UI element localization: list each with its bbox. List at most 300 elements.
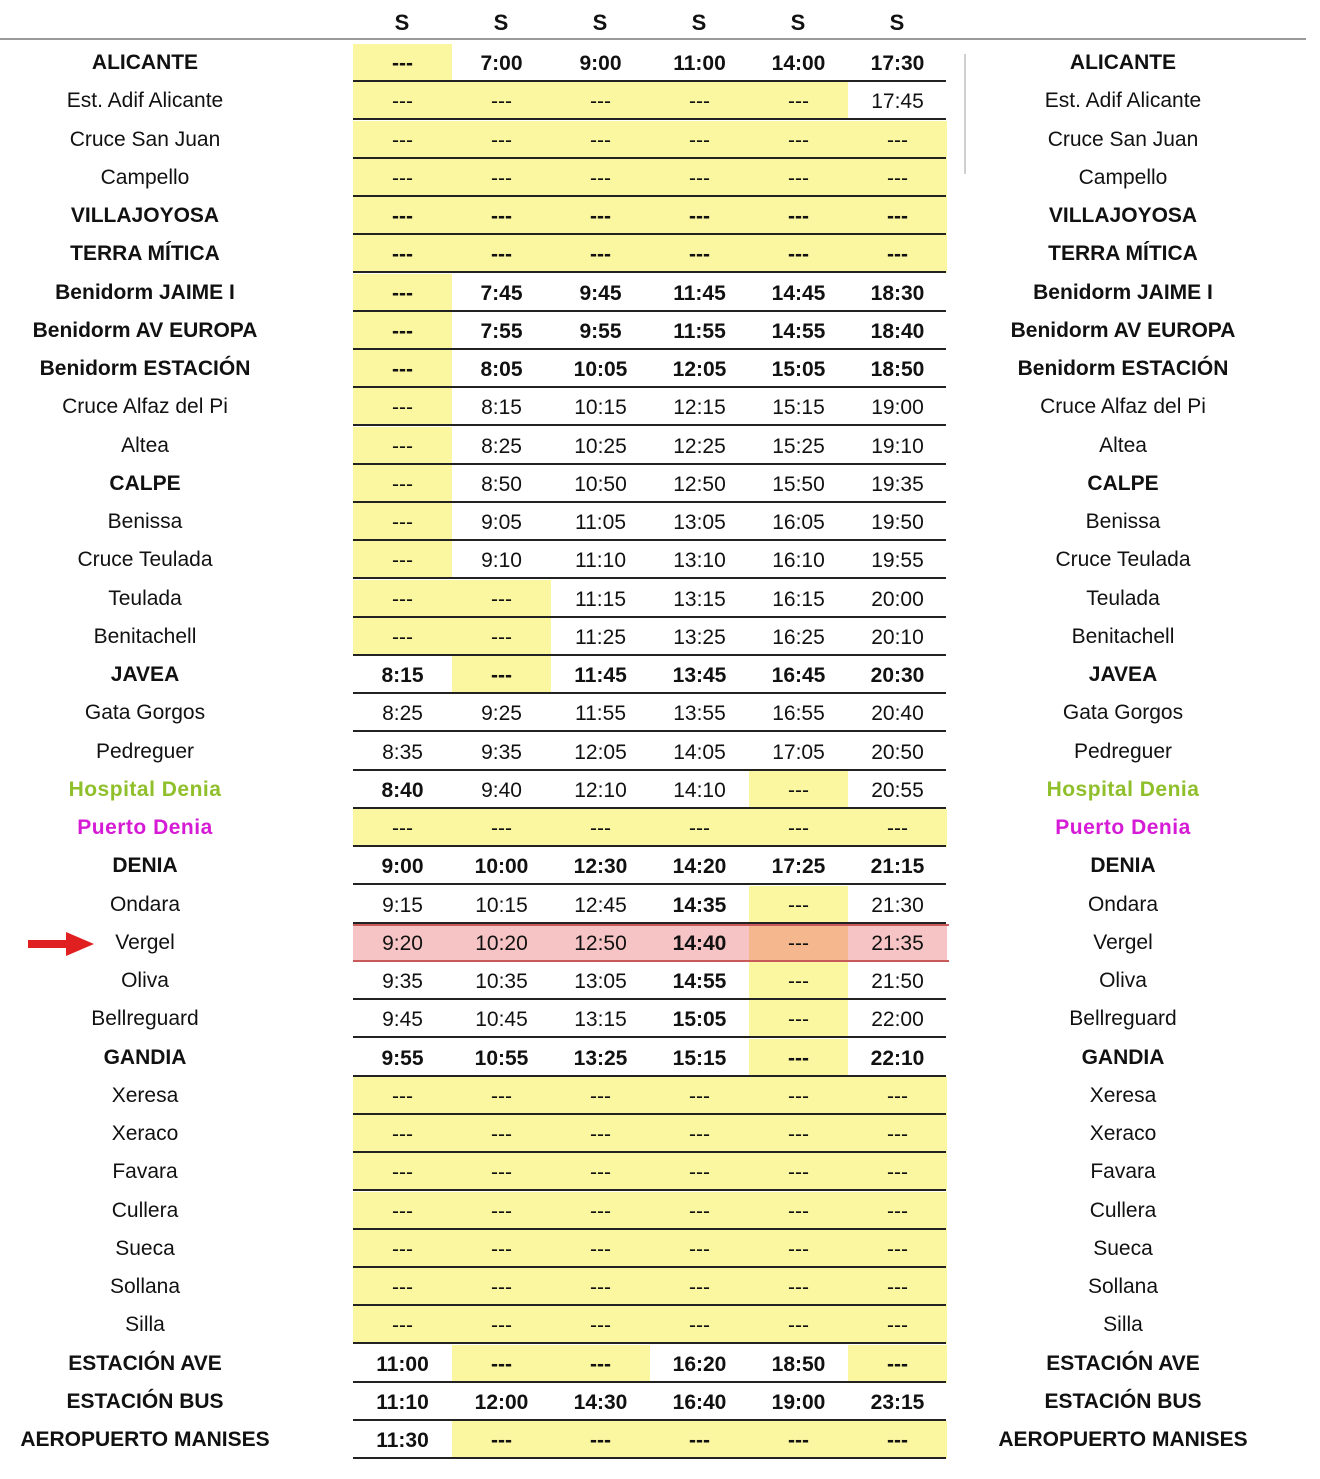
departure-time: 14:45 <box>771 282 826 305</box>
timetable-row <box>0 235 1320 273</box>
departure-time: --- <box>650 809 749 847</box>
departure-time: 19:10 <box>871 435 924 458</box>
departure-time: --- <box>749 1421 848 1459</box>
timetable-row <box>0 580 1320 618</box>
timetable-row <box>0 503 1320 541</box>
station-name-right: Sueca <box>1093 1237 1153 1260</box>
departure-time: --- <box>353 159 452 197</box>
departure-time: --- <box>650 1421 749 1459</box>
station-name-left: Altea <box>121 434 169 457</box>
departure-time: --- <box>749 924 848 962</box>
station-name-left: Pedreguer <box>95 740 195 763</box>
departure-time: 13:45 <box>672 664 727 687</box>
station-name-right: Est. Adif Alicante <box>1044 89 1202 112</box>
departure-time: 11:25 <box>575 626 626 649</box>
departure-time: --- <box>353 1306 452 1344</box>
departure-time: --- <box>749 809 848 847</box>
departure-time: --- <box>353 1153 452 1191</box>
departure-time: --- <box>353 1268 452 1306</box>
departure-time: 23:15 <box>870 1391 925 1414</box>
departure-time: --- <box>650 1077 749 1115</box>
departure-time: 14:20 <box>672 855 727 878</box>
timetable-row <box>0 1115 1320 1153</box>
time-cells <box>353 1306 946 1344</box>
departure-time: 20:10 <box>871 626 924 649</box>
departure-time: 12:50 <box>673 473 726 496</box>
departure-time: 16:45 <box>771 664 826 687</box>
departure-time: --- <box>848 809 947 847</box>
departure-time: 10:15 <box>475 894 528 917</box>
departure-time: 15:15 <box>772 396 825 419</box>
timetable-row <box>0 427 1320 465</box>
departure-time: 18:50 <box>870 358 925 381</box>
station-name-right: Campello <box>1078 166 1168 189</box>
departure-time: 8:25 <box>481 435 522 458</box>
row-rule <box>353 1342 946 1344</box>
station-name-right: Sollana <box>1087 1275 1159 1298</box>
departure-time: 13:05 <box>574 970 627 993</box>
departure-time: 9:10 <box>481 549 522 572</box>
timetable-row <box>0 350 1320 388</box>
timetable-row <box>0 771 1320 809</box>
time-cells <box>353 274 946 312</box>
departure-time: 9:35 <box>382 970 423 993</box>
time-cells <box>353 197 946 235</box>
departure-time: 9:45 <box>382 1008 423 1031</box>
station-name-right: Gata Gorgos <box>1062 701 1184 724</box>
departure-time: --- <box>353 1230 452 1268</box>
departure-time: --- <box>848 1153 947 1191</box>
timetable-row <box>0 847 1320 885</box>
station-name-left: DENIA <box>112 854 178 877</box>
time-cells <box>353 1077 946 1115</box>
departure-time: --- <box>551 235 650 273</box>
departure-time: 8:15 <box>481 396 522 419</box>
service-header: S <box>889 10 905 35</box>
departure-time: --- <box>650 1268 749 1306</box>
departure-time: --- <box>749 1192 848 1230</box>
departure-time: 14:30 <box>573 1391 628 1414</box>
departure-time: --- <box>551 1345 650 1383</box>
departure-time: --- <box>848 1421 947 1459</box>
station-name-left: Teulada <box>108 587 182 610</box>
departure-time: --- <box>749 1230 848 1268</box>
departure-time: --- <box>848 1268 947 1306</box>
departure-time: --- <box>353 197 452 235</box>
time-cells <box>353 1383 946 1421</box>
departure-time: --- <box>452 656 551 694</box>
departure-time: 9:20 <box>353 924 452 962</box>
station-name-left: VILLAJOYOSA <box>70 204 220 227</box>
departure-time: --- <box>650 1192 749 1230</box>
time-cells <box>353 771 946 809</box>
station-name-left: Campello <box>100 166 190 189</box>
departure-time: 12:50 <box>551 924 650 962</box>
station-name-left: Xeresa <box>111 1084 179 1107</box>
station-name-left: Gata Gorgos <box>84 701 206 724</box>
departure-time: 15:05 <box>771 358 826 381</box>
row-rule <box>353 1036 946 1038</box>
departure-time: 8:15 <box>381 664 424 687</box>
departure-time: 8:40 <box>381 779 424 802</box>
departure-time: 12:25 <box>673 435 726 458</box>
departure-time: 19:55 <box>871 549 924 572</box>
departure-time: --- <box>848 1230 947 1268</box>
departure-time: --- <box>749 235 848 273</box>
departure-time: 13:55 <box>673 702 726 725</box>
station-name-right: Teulada <box>1086 587 1160 610</box>
time-cells <box>353 235 946 273</box>
departure-time: --- <box>749 962 848 1000</box>
time-cells <box>353 962 946 1000</box>
departure-time: 16:40 <box>672 1391 727 1414</box>
station-name-left: Oliva <box>121 969 169 992</box>
departure-time: --- <box>452 1306 551 1344</box>
departure-time: 14:55 <box>771 320 826 343</box>
departure-time: 13:25 <box>673 626 726 649</box>
time-cells <box>353 618 946 656</box>
row-rule <box>353 1457 946 1459</box>
station-name-left: GANDIA <box>103 1046 187 1069</box>
departure-time: 19:50 <box>871 511 924 534</box>
departure-time: --- <box>353 618 452 656</box>
station-name-right: ESTACIÓN AVE <box>1046 1352 1200 1375</box>
station-name-right: Pedreguer <box>1073 740 1173 763</box>
timetable-row <box>0 197 1320 235</box>
departure-time: --- <box>650 235 749 273</box>
departure-time: --- <box>749 1000 848 1038</box>
departure-time: 16:10 <box>772 549 825 572</box>
timetable-row <box>0 121 1320 159</box>
departure-time: --- <box>353 809 452 847</box>
station-name-left: ALICANTE <box>91 51 199 74</box>
departure-time: 14:55 <box>672 970 727 993</box>
departure-time: 8:25 <box>382 702 423 725</box>
time-cells <box>353 350 946 388</box>
station-name-right: Silla <box>1103 1313 1143 1336</box>
station-name-right: Benidorm ESTACIÓN <box>1017 357 1229 380</box>
station-name-left: Hospital Denia <box>68 778 222 801</box>
departure-time: --- <box>749 1039 848 1077</box>
departure-time: --- <box>452 618 551 656</box>
departure-time: --- <box>452 1345 551 1383</box>
red-arrow-icon <box>28 932 94 956</box>
departure-time: 13:25 <box>573 1047 628 1070</box>
departure-time: 12:15 <box>673 396 726 419</box>
station-name-left: Benitachell <box>93 625 197 648</box>
departure-time: 11:45 <box>574 664 627 687</box>
departure-time: 9:15 <box>382 894 423 917</box>
departure-time: --- <box>650 1153 749 1191</box>
departure-time: 8:35 <box>382 741 423 764</box>
departure-time: 11:45 <box>673 282 726 305</box>
station-name-right: Benidorm AV EUROPA <box>1010 319 1236 342</box>
departure-time: 12:00 <box>474 1391 529 1414</box>
station-name-right: Benissa <box>1085 510 1161 533</box>
station-name-left: Sueca <box>115 1237 175 1260</box>
departure-time: --- <box>749 121 848 159</box>
departure-time: 11:55 <box>575 702 626 725</box>
departure-time: 9:00 <box>381 855 424 878</box>
departure-time: --- <box>551 1230 650 1268</box>
station-name-right: Altea <box>1099 434 1147 457</box>
station-name-left: ESTACIÓN AVE <box>68 1352 222 1375</box>
departure-time: 9:55 <box>579 320 622 343</box>
departure-time: 13:15 <box>673 588 726 611</box>
time-cells <box>353 503 946 541</box>
station-name-right: ALICANTE <box>1069 51 1177 74</box>
station-name-left: Cruce Teulada <box>77 548 213 571</box>
departure-time: 12:05 <box>574 741 627 764</box>
row-rule <box>353 577 946 579</box>
departure-time: 8:50 <box>481 473 522 496</box>
departure-time: --- <box>353 350 452 388</box>
station-name-right: Benitachell <box>1071 625 1175 648</box>
station-name-left: TERRA MÍTICA <box>70 242 220 265</box>
timetable-row <box>0 962 1320 1000</box>
station-name-right: Oliva <box>1099 969 1147 992</box>
departure-time: 11:15 <box>575 588 626 611</box>
departure-time: 10:25 <box>574 435 627 458</box>
timetable-row <box>0 1383 1320 1421</box>
station-name-right: Cruce Teulada <box>1055 548 1191 571</box>
time-cells <box>353 121 946 159</box>
departure-time: 12:10 <box>574 779 627 802</box>
departure-time: --- <box>749 82 848 120</box>
departure-time: --- <box>749 159 848 197</box>
departure-time: 20:40 <box>871 702 924 725</box>
departure-time: 10:55 <box>474 1047 529 1070</box>
time-cells <box>353 656 946 694</box>
departure-time: --- <box>452 159 551 197</box>
departure-time: --- <box>848 1077 947 1115</box>
departure-time: --- <box>650 82 749 120</box>
departure-time: --- <box>353 44 452 82</box>
departure-time: 15:50 <box>772 473 825 496</box>
station-name-right: CALPE <box>1087 472 1159 495</box>
station-name-left: ESTACIÓN BUS <box>66 1390 224 1413</box>
departure-time: 10:00 <box>474 855 529 878</box>
departure-time: 21:15 <box>870 855 925 878</box>
departure-time: 7:45 <box>480 282 523 305</box>
station-name-left: Vergel <box>115 931 175 954</box>
timetable-row <box>0 1268 1320 1306</box>
departure-time: 16:25 <box>772 626 825 649</box>
time-cells <box>353 924 946 962</box>
departure-time: 9:40 <box>481 779 522 802</box>
departure-time: --- <box>650 159 749 197</box>
header-divider <box>0 38 1306 40</box>
departure-time: 14:10 <box>673 779 726 802</box>
highlight-border-top <box>353 924 949 926</box>
time-cells <box>353 1268 946 1306</box>
departure-time: --- <box>848 1192 947 1230</box>
departure-time: 10:45 <box>475 1008 528 1031</box>
departure-time: --- <box>353 427 452 465</box>
time-cells <box>353 1153 946 1191</box>
departure-time: 10:15 <box>574 396 627 419</box>
timetable-row <box>0 1153 1320 1191</box>
departure-time: 12:05 <box>672 358 727 381</box>
departure-time: --- <box>749 1268 848 1306</box>
departure-time: 20:30 <box>870 664 925 687</box>
row-rule <box>353 1189 946 1191</box>
departure-time: --- <box>848 121 947 159</box>
departure-time: 14:35 <box>672 894 727 917</box>
departure-time: 15:25 <box>772 435 825 458</box>
departure-time: 12:45 <box>574 894 627 917</box>
departure-time: 22:00 <box>871 1008 924 1031</box>
station-name-left: Puerto Denia <box>77 816 213 839</box>
departure-time: 16:15 <box>772 588 825 611</box>
departure-time: 9:00 <box>579 52 622 75</box>
timetable-row <box>0 1039 1320 1077</box>
timetable-row <box>0 886 1320 924</box>
departure-time: 11:05 <box>575 511 626 534</box>
departure-time: 16:20 <box>672 1353 727 1376</box>
time-cells <box>353 159 946 197</box>
departure-time: 7:00 <box>480 52 523 75</box>
departure-time: --- <box>551 197 650 235</box>
station-name-left: CALPE <box>109 472 181 495</box>
departure-time: --- <box>650 1230 749 1268</box>
departure-time: --- <box>452 1421 551 1459</box>
station-name-right: Benidorm JAIME I <box>1033 281 1213 304</box>
station-name-left: Benidorm ESTACIÓN <box>39 357 251 380</box>
departure-time: 12:30 <box>573 855 628 878</box>
departure-time: 19:00 <box>871 396 924 419</box>
timetable-row <box>0 1192 1320 1230</box>
station-name-right: GANDIA <box>1081 1046 1165 1069</box>
station-name-right: Favara <box>1090 1160 1156 1183</box>
station-name-left: Benidorm AV EUROPA <box>32 319 258 342</box>
station-name-left: Cruce San Juan <box>69 128 221 151</box>
timetable-row <box>0 1306 1320 1344</box>
station-name-right: ESTACIÓN BUS <box>1044 1390 1202 1413</box>
departure-time: 18:50 <box>771 1353 826 1376</box>
departure-time: --- <box>749 1153 848 1191</box>
timetable-row <box>0 1421 1320 1459</box>
departure-time: 10:05 <box>573 358 628 381</box>
departure-time: 11:00 <box>376 1353 429 1376</box>
timetable-row <box>0 1345 1320 1383</box>
departure-time: --- <box>452 1115 551 1153</box>
station-name-right: Bellreguard <box>1069 1007 1177 1030</box>
departure-time: 15:15 <box>672 1047 727 1070</box>
time-cells <box>353 541 946 579</box>
departure-time: --- <box>749 197 848 235</box>
departure-time: --- <box>452 1268 551 1306</box>
departure-time: 17:25 <box>771 855 826 878</box>
time-cells <box>353 465 946 503</box>
departure-time: --- <box>353 541 452 579</box>
timetable-row <box>0 809 1320 847</box>
time-cells <box>353 1039 946 1077</box>
departure-time: --- <box>353 1077 452 1115</box>
departure-time: 22:10 <box>870 1047 925 1070</box>
timetable-row <box>0 656 1320 694</box>
station-name-right: Cruce San Juan <box>1047 128 1199 151</box>
departure-time: 10:35 <box>475 970 528 993</box>
station-name-right: Hospital Denia <box>1046 778 1200 801</box>
departure-time: 20:55 <box>871 779 924 802</box>
departure-time: --- <box>353 465 452 503</box>
departure-time: --- <box>353 1115 452 1153</box>
departure-time: --- <box>551 1306 650 1344</box>
departure-time: 9:05 <box>481 511 522 534</box>
departure-time: 17:30 <box>870 52 925 75</box>
station-name-left: Cullera <box>111 1199 179 1222</box>
departure-time: --- <box>749 1115 848 1153</box>
departure-time: 9:25 <box>481 702 522 725</box>
time-cells <box>353 1345 946 1383</box>
departure-time: --- <box>353 274 452 312</box>
service-header: S <box>691 10 707 35</box>
departure-time: --- <box>749 771 848 809</box>
service-header: S <box>493 10 509 35</box>
departure-time: 11:30 <box>376 1429 429 1452</box>
departure-time: 8:05 <box>480 358 523 381</box>
row-rule <box>353 883 946 885</box>
timetable-row <box>0 733 1320 771</box>
departure-time: --- <box>452 121 551 159</box>
departure-time: 13:05 <box>673 511 726 534</box>
departure-time: 16:05 <box>772 511 825 534</box>
timetable-row <box>0 694 1320 732</box>
station-name-right: TERRA MÍTICA <box>1048 242 1198 265</box>
departure-time: --- <box>452 82 551 120</box>
time-cells <box>353 847 946 885</box>
time-cells <box>353 580 946 618</box>
departure-time: 19:35 <box>871 473 924 496</box>
station-name-left: Xeraco <box>111 1122 179 1145</box>
timetable-row <box>0 924 1320 962</box>
departure-time: --- <box>452 235 551 273</box>
time-cells <box>353 694 946 732</box>
timetable-row <box>0 44 1320 82</box>
departure-time: 17:05 <box>772 741 825 764</box>
row-rule <box>353 424 946 426</box>
time-cells <box>353 1192 946 1230</box>
station-name-left: Cruce Alfaz del Pi <box>62 395 228 418</box>
station-name-left: Benissa <box>107 510 183 533</box>
timetable-row <box>0 388 1320 426</box>
departure-time: --- <box>353 121 452 159</box>
timetable-row <box>0 465 1320 503</box>
service-header: S <box>394 10 410 35</box>
departure-time: --- <box>848 1306 947 1344</box>
departure-time: --- <box>551 82 650 120</box>
departure-time: 14:40 <box>650 924 749 962</box>
departure-time: --- <box>848 1345 947 1383</box>
station-name-left: Favara <box>112 1160 178 1183</box>
departure-time: --- <box>452 1230 551 1268</box>
departure-time: 15:05 <box>672 1008 727 1031</box>
departure-time: --- <box>749 1306 848 1344</box>
departure-time: --- <box>452 1192 551 1230</box>
time-cells <box>353 388 946 426</box>
departure-time: 17:45 <box>871 90 924 113</box>
departure-time: 10:20 <box>452 924 551 962</box>
departure-time: --- <box>749 886 848 924</box>
departure-time: 9:55 <box>381 1047 424 1070</box>
departure-time: --- <box>551 121 650 159</box>
departure-time: 10:50 <box>574 473 627 496</box>
departure-time: --- <box>551 1421 650 1459</box>
departure-time: 14:05 <box>673 741 726 764</box>
departure-time: --- <box>551 1268 650 1306</box>
departure-time: 14:00 <box>771 52 826 75</box>
